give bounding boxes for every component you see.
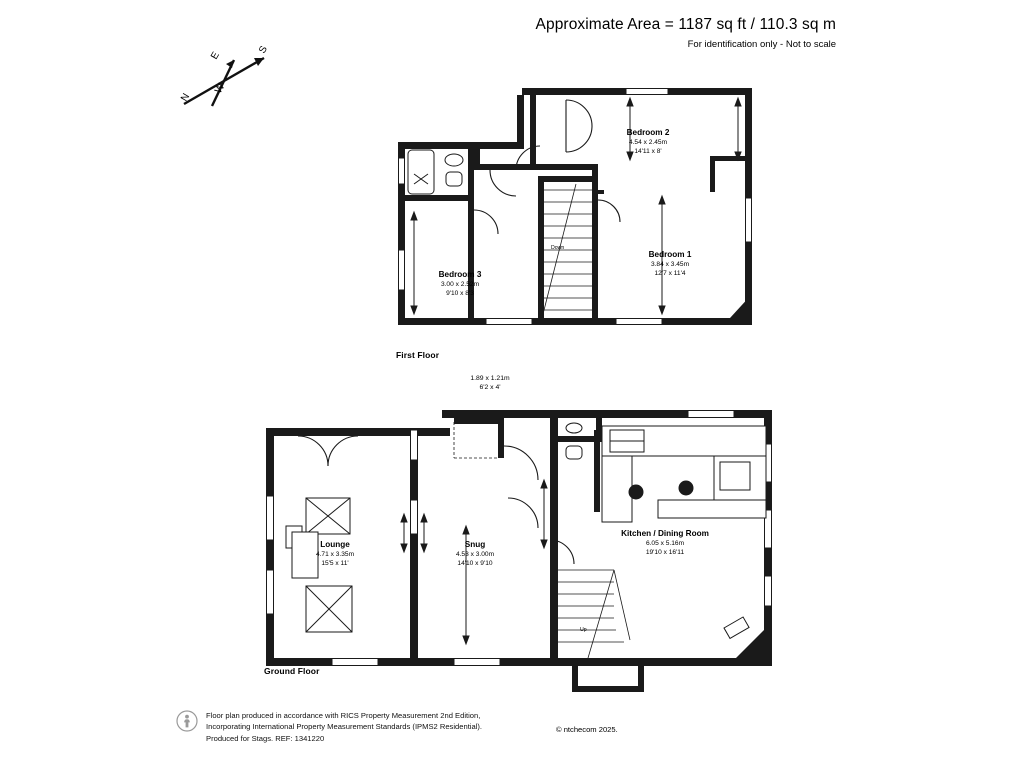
room-name: Bedroom 1 bbox=[648, 250, 692, 259]
room-metric: 4.54 x 2.45m bbox=[628, 138, 668, 146]
room-bedroom-1 bbox=[620, 250, 720, 278]
page-title: Approximate Area = 1187 sq ft / 110.3 sq m bbox=[535, 16, 836, 33]
person-badge-icon bbox=[176, 710, 198, 732]
footer-copyright: © ntchecom 2025. bbox=[556, 725, 618, 734]
room-name: Lounge bbox=[320, 540, 350, 549]
compass-label-w: W bbox=[213, 81, 228, 96]
first-floor-label: First Floor bbox=[396, 350, 440, 360]
room-imperial: 19'10 x 16'11 bbox=[645, 548, 685, 556]
page-subtitle: For identification only - Not to scale bbox=[687, 39, 836, 50]
room-imperial: 12'7 x 11'4 bbox=[654, 269, 686, 277]
room-bedroom-2 bbox=[598, 128, 698, 156]
room-name: Snug bbox=[464, 540, 486, 549]
room-name: Bedroom 3 bbox=[438, 270, 482, 279]
room-bedroom-3 bbox=[410, 270, 510, 298]
room-imperial: 14'11 x 8' bbox=[634, 147, 662, 155]
stair-direction-up: Up bbox=[580, 627, 587, 633]
room-metric: 6.05 x 5.16m bbox=[645, 539, 685, 547]
room-metric: 3.00 x 2.52m bbox=[440, 280, 480, 288]
compass-label-n: N bbox=[179, 91, 193, 104]
room-lounge bbox=[285, 540, 385, 568]
footer-text bbox=[206, 710, 482, 744]
stair-direction-down: Down bbox=[551, 245, 565, 251]
room-imperial: 9'10 x 8'3 bbox=[446, 289, 474, 297]
unnamed-metric: 1.89 x 1.21m bbox=[470, 375, 510, 382]
room-metric: 3.84 x 3.45m bbox=[650, 260, 690, 268]
first-floor-plan bbox=[390, 80, 760, 355]
room-name: Bedroom 2 bbox=[626, 128, 670, 137]
room-name: Kitchen / Dining Room bbox=[621, 529, 709, 538]
footer bbox=[176, 708, 736, 760]
ground-floor-label: Ground Floor bbox=[264, 666, 320, 676]
footer-line-1: Floor plan produced in accordance with RICS Property Measurement 2nd Edition, bbox=[206, 711, 481, 720]
room-snug bbox=[425, 540, 525, 568]
compass-label-e: E bbox=[209, 50, 222, 62]
room-metric: 4.53 x 3.00m bbox=[455, 550, 495, 558]
footer-line-3: Produced for Stags. REF: 1341220 bbox=[206, 733, 325, 743]
room-imperial: 15'5 x 11' bbox=[321, 559, 349, 567]
compass-rose bbox=[172, 38, 292, 118]
footer-line-2: Incorporating International Property Measurement Standards (IPMS2 Residential). bbox=[206, 722, 483, 732]
unnamed-imperial: 6'2 x 4' bbox=[479, 383, 501, 391]
room-kitchen-dining bbox=[580, 529, 750, 557]
room-imperial: 14'10 x 9'10 bbox=[457, 559, 493, 567]
unnamed-room-dimension bbox=[430, 375, 550, 393]
room-metric: 4.71 x 3.35m bbox=[315, 550, 355, 558]
compass-label-s: S bbox=[257, 44, 270, 56]
